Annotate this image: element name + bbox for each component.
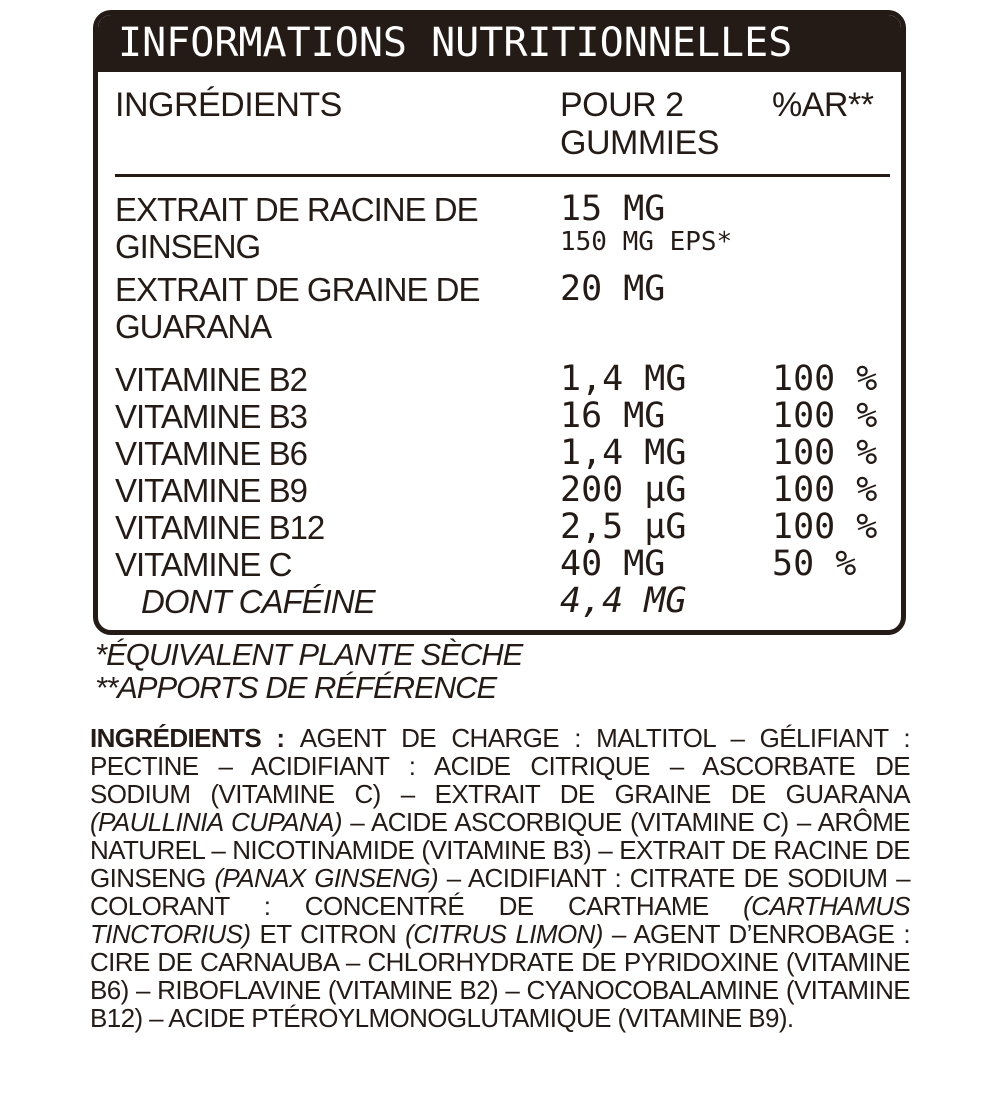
row-value: 1,4 MG: [560, 433, 687, 473]
header-serving: [560, 86, 772, 162]
row-label: DONT CAFÉINE: [141, 583, 375, 620]
row-label: VITAMINE C: [115, 546, 292, 583]
latin-name: (PAULLINIA CUPANA): [90, 807, 342, 837]
row-value-cell: [560, 435, 772, 472]
row-value: 15 MG: [560, 189, 666, 229]
row-value: 40 MG: [560, 544, 666, 584]
row-value: 4,4 MG: [560, 581, 687, 621]
table-row: [115, 271, 887, 345]
footnote-ar: **APPORTS DE RÉFÉRENCE: [95, 670, 497, 705]
row-label: VITAMINE B2: [115, 361, 307, 398]
table-row: [115, 509, 887, 546]
row-ar: 100 %: [772, 359, 878, 399]
row-value-cell: [560, 361, 772, 398]
row-label: EXTRAIT DE GRAINE DE GUARANA: [115, 271, 480, 345]
row-value-cell: [560, 583, 772, 620]
nutrition-panel: [93, 10, 906, 635]
row-ar: 100 %: [772, 470, 878, 510]
ingredients-text: – AGENT D’ENROBAGE : CIRE DE CARNAUBA – CHLORHYDRATE DE PYRIDOXINE (VITAMINE B6) – RIBOFLAVINE (VITAMINE B2) – CYANOCOBALAMINE (VITAMINE B12) – ACIDE PTÉROYLMONOGLUTAMIQUE (VITAMINE B9).: [90, 919, 911, 1033]
table-rows: [115, 191, 887, 620]
header-serving-line2: GUMMIES: [560, 124, 719, 162]
table-row: [115, 435, 887, 472]
row-ar: 100 %: [772, 433, 878, 473]
row-label: VITAMINE B3: [115, 398, 307, 435]
row-value-sub: 150 MG EPS*: [560, 227, 733, 257]
header-divider: [115, 174, 890, 177]
row-value: 2,5 µG: [560, 507, 687, 547]
row-value: 20 MG: [560, 269, 666, 309]
table-row: [115, 398, 887, 435]
row-value-cell: [560, 271, 772, 308]
row-value: 16 MG: [560, 396, 666, 436]
ingredients-text: AGENT DE CHARGE : MALTITOL – GÉLIFIANT : PECTINE – ACIDIFIANT : ACIDE CITRIQUE – ASCORBATE DE SODIUM (VITAMINE C) – EXTRAIT DE GRAINE DE GUARANA: [90, 723, 910, 809]
header-ingredients: INGRÉDIENTS: [115, 86, 342, 124]
row-value-cell: [560, 398, 772, 435]
latin-name: (PANAX GINSENG): [214, 863, 439, 893]
ingredients-text: ET CITRON: [250, 919, 406, 949]
row-label: VITAMINE B6: [115, 435, 307, 472]
row-label: VITAMINE B9: [115, 472, 307, 509]
latin-name: (CARTHAMUS TINCTORIUS): [90, 891, 910, 949]
ingredients-lead: INGRÉDIENTS :: [90, 723, 300, 753]
panel-title: INFORMATIONS NUTRITIONNELLES: [118, 20, 793, 66]
table-row: [115, 361, 887, 398]
row-value-cell: [560, 472, 772, 509]
row-value-cell: [560, 191, 772, 256]
ingredients-text: – ACIDE ASCORBIQUE (VITAMINE C) – ARÔME NATUREL – NICOTINAMIDE (VITAMINE B3) – EXTRAIT DE RACINE DE GINSENG: [90, 807, 910, 893]
table-row: [115, 472, 887, 509]
table-row: [115, 546, 887, 583]
table-row: [115, 191, 887, 265]
ingredients-text: – ACIDIFIANT : CITRATE DE SODIUM – COLORANT : CONCENTRÉ DE CARTHAME: [90, 863, 910, 921]
footnotes: [95, 638, 522, 704]
header-ar: %AR**: [772, 86, 874, 124]
table-header-row: [115, 86, 887, 162]
panel-body: [98, 72, 901, 620]
latin-name: (CITRUS LIMON): [405, 919, 603, 949]
row-ar: 100 %: [772, 507, 878, 547]
row-value-cell: [560, 509, 772, 546]
header-serving-line1: POUR 2: [560, 86, 684, 124]
row-value: 200 µG: [560, 470, 687, 510]
row-value: 1,4 MG: [560, 359, 687, 399]
panel-title-bar: [97, 14, 902, 72]
table-row: [115, 583, 887, 620]
row-value-cell: [560, 546, 772, 583]
ingredients-paragraph: [90, 724, 910, 1032]
footnote-eps: *ÉQUIVALENT PLANTE SÈCHE: [95, 637, 523, 672]
row-ar: 100 %: [772, 396, 878, 436]
row-label: EXTRAIT DE RACINE DE GINSENG: [115, 191, 478, 265]
row-ar: 50 %: [772, 544, 857, 584]
row-label: VITAMINE B12: [115, 509, 325, 546]
